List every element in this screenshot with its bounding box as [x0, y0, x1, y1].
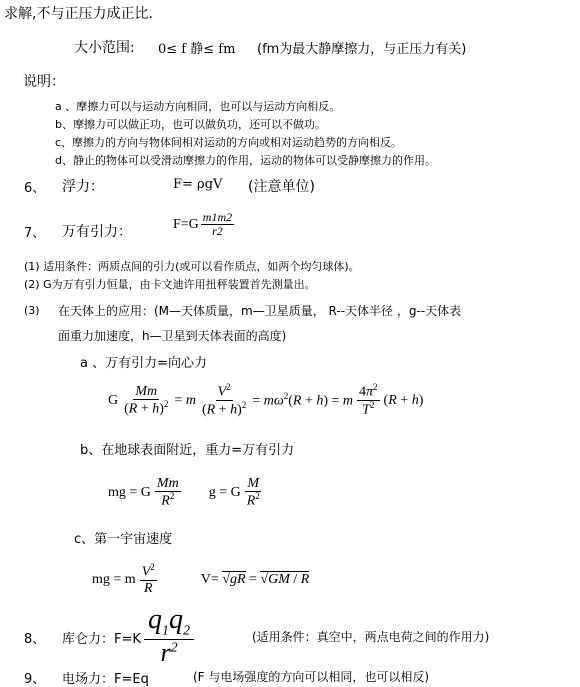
item9-note: (F 与电场强度的方向可以相同，也可以相反) — [193, 670, 430, 684]
item6-note: (注意单位) — [248, 179, 315, 195]
explain-label: 说明： — [23, 74, 65, 90]
item7-line4: 面重力加速度，h—卫星到天体表面的高度) — [58, 329, 287, 343]
note-c: c、摩擦力的方向与物体间相对运动的方向或相对运动趋势的方向相反。 — [55, 136, 403, 149]
gravitation-formula — [173, 211, 236, 238]
item7-b-label: b、在地球表面附近，重力=万有引力 — [80, 443, 295, 458]
item9-title: 电场力：F=Eq — [62, 672, 149, 687]
item6-number: 6、 — [24, 181, 46, 196]
note-d: d、静止的物体可以受滑动摩擦力的作用，运动的物体可以受静摩擦力的作用。 — [55, 154, 436, 167]
intro-text: 求解,不与正压力成正比. — [4, 6, 153, 22]
range-expr: 0≤ f 静≤ fm — [158, 42, 236, 57]
item6-formula: F= ρgV — [173, 177, 223, 192]
centripetal-formula: G $\frac{Mm}{(R + h)^2}$ = m $\frac{V^2}{(R + h)^2}$ = $m\omega^2(R + h) = m$ $\frac{4\pi^2}{T^2}$ (R + h) — [108, 382, 424, 418]
item7-a-label: a 、万有引力=向心力 — [80, 356, 207, 371]
gravitation-prefix: F=G — [173, 216, 199, 232]
item7-line1: (1) 适用条件：两质点间的引力(或可以看作质点，如两个均匀球体)。 — [24, 260, 360, 273]
item7-line2: (2) G为万有引力恒量，由卡文迪许用扭秤装置首先测量出。 — [24, 278, 316, 291]
gravity-formula: mg = G $\frac{Mm}{R^2}$ g = G $\frac{M}{R^2}$ — [108, 476, 260, 510]
gravitation-denominator: r2 — [212, 224, 223, 239]
gravitation-fraction — [201, 211, 234, 238]
item7-line3-number: (3) — [24, 304, 40, 317]
item9-number: 9、 — [24, 672, 46, 687]
item7-number: 7、 — [24, 226, 46, 241]
cosmic-velocity-formula: mg = m $\frac{V^2}{R}$ V= √gR = √GM / R — [92, 562, 310, 597]
coulomb-fraction: $q_1q_2$ $r^2$ — [144, 606, 194, 666]
item7-line3: 在天体上的应用：(M—天体质量，m—卫星质量， R--天体半径 ，g--天体表 — [58, 304, 462, 318]
item7-title: 万有引力： — [62, 224, 132, 240]
item8-number: 8、 — [24, 632, 46, 647]
item6-title: 浮力： — [62, 179, 104, 195]
item8-note: (适用条件：真空中，两点电荷之间的作用力) — [252, 630, 490, 644]
note-a: a 、摩擦力可以与运动方向相同，也可以与运动方向相反。 — [55, 100, 341, 113]
note-b: b、摩擦力可以做正功，也可以做负功，还可以不做功。 — [55, 118, 326, 131]
range-note: (fm为最大静摩擦力，与正压力有关) — [257, 42, 467, 57]
item7-c-label: c、第一宇宙速度 — [74, 532, 173, 547]
gravitation-numerator: m1m2 — [202, 210, 233, 224]
range-label: 大小范围: — [74, 40, 135, 56]
item8-title: 库仑力：F=K — [62, 632, 141, 647]
